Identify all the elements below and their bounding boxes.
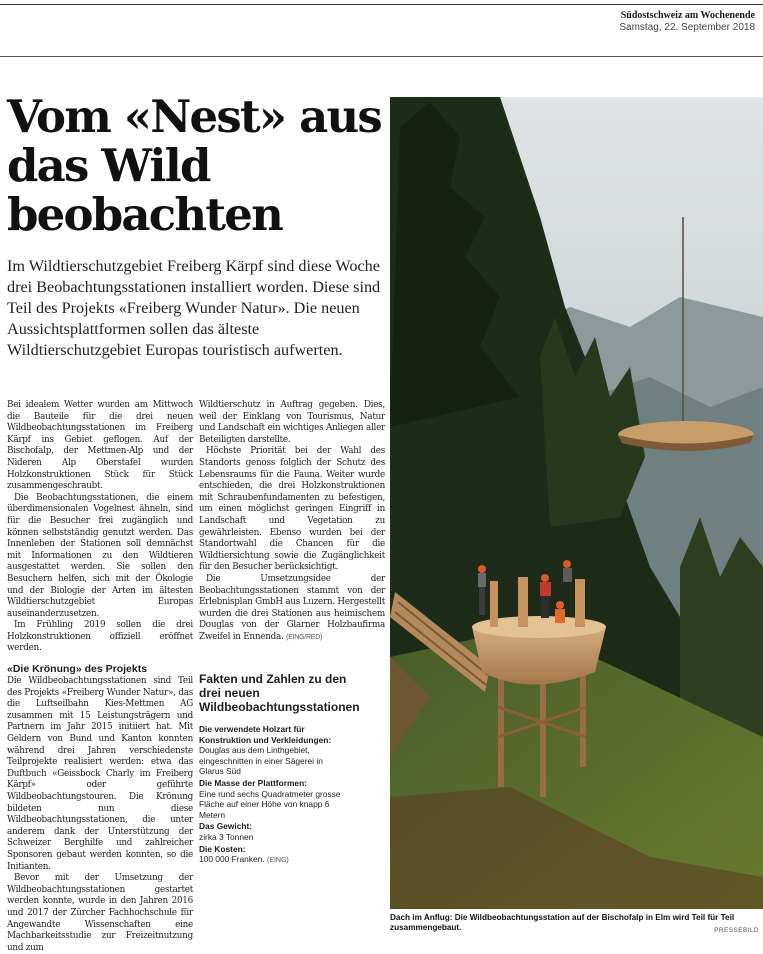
fact-label: Die Kosten: <box>199 843 246 854</box>
fact-item <box>199 844 349 867</box>
caption-text: Dach im Anflug: Die Wildbeobachtungsstation auf der Bischofalp in Elm wird Teil für Teil zusammengebaut. <box>390 913 735 932</box>
body-paragraph: Höchste Priorität bei der Wahl des Standorts genoss folglich der Schutz des Lebensraums für die Fauna. Weiter wurde entschieden, die drei Holzkonstruktionen mit Schraubenfundamenten zu befestigen, um einen möglichst geringen Eingriff in Landschaft und Vegetation zu gewährleisten. Ebenso wurden bei der Standortwahl die Chancen für die Wildtiersichtung sowie die Zugänglichkeit für den Besucher berücksichtigt. <box>199 446 385 573</box>
fact-item <box>199 821 349 842</box>
body-column-1 <box>7 400 193 954</box>
body-paragraph: Die Beobachtungsstationen, die einem überdimensionalen Vogelnest ähneln, sind für die Besucher frei zugänglich und können selbstständig genutzt werden. Das Innenleben der Stationen soll demnächst mit Informationen zu den Wildtieren ausgestattet werden. Sie sollen den Besuchern helfen, sich mit der Ökologie und der Biologie der Arten im ältesten Wildtierschutzgebiet Europas auseinanderzusetzen. <box>7 492 193 619</box>
body-text: Die Umsetzungsidee der Beobachtungsstationen stammt von der Erlebnisplan GmbH aus Luzern. Hergestellt wurden die drei Stationen aus heimischem Douglas von der Glarner Holzbaufirma Zweifel in Ennenda. <box>199 573 386 642</box>
body-paragraph <box>199 574 385 644</box>
fact-label: Die Masse der Plattformen: <box>199 777 307 788</box>
fact-item <box>199 778 349 820</box>
header-rule <box>0 56 763 57</box>
article-headline: Vom «Nest» aus das Wild beobachten <box>7 90 381 241</box>
fact-box-title: Fakten und Zahlen zu den drei neuen Wildbeobachtungsstationen <box>199 672 360 714</box>
body-paragraph: Wildtierschutz in Auftrag gegeben. Dies, weil der Einklang von Tourismus, Natur und Landschaft ein wichtiges Anliegen aller Beteiligten darstellte. <box>199 400 385 445</box>
fact-box <box>199 672 360 867</box>
photo-illustration <box>390 97 763 909</box>
article-lead: Im Wildtierschutzgebiet Freiberg Kärpf sind diese Woche drei Beobachtungsstationen installiert worden. Diese sind Teil des Projekts «Freiberg Wunder Natur». Die neuen Aussichtsplattformen sollen das älteste Wildtierschutzgebiet Europas touristisch aufwerten. <box>7 257 381 359</box>
roof-in-flight <box>618 421 754 451</box>
fact-text: Douglas aus dem Linthgebiet, eingeschnitten in einer Sägerei in Glarus Süd <box>199 745 323 777</box>
masthead-name: Südostschweiz am Wochenende <box>620 10 755 21</box>
body-paragraph: Bei idealem Wetter wurden am Mittwoch die Bauteile für die drei neuen Wildbeobachtungsstationen im Freiberg Kärpf ins Gebiet geflogen. Auf der Bischofalp, der Mettmen-Alp und der Nideren Alp Oberstafel wurden Holzkonstruktionen Stück für Stück zusammengeschraubt. <box>7 400 193 492</box>
fact-item <box>199 724 349 777</box>
fact-credit: (EING) <box>266 857 289 865</box>
top-rule <box>0 4 763 5</box>
body-column-2 <box>199 400 385 643</box>
photo-caption <box>390 913 760 933</box>
fact-text: zirka 3 Tonnen <box>199 831 254 842</box>
article-credit: (EING/RED) <box>286 633 323 641</box>
body-paragraph: Im Frühling 2019 sollen die drei Holzkonstruktionen offiziell eröffnet werden. <box>7 620 193 654</box>
article-photo <box>390 97 763 909</box>
section-subhead: «Die Krönung» des Projekts <box>7 663 148 676</box>
photo-credit: PRESSEBILD <box>714 927 759 934</box>
fact-label: Die verwendete Holzart für Konstruktion und Verkleidungen: <box>199 724 332 745</box>
fact-label: Das Gewicht: <box>199 821 253 832</box>
fact-text: 100 000 Franken. <box>199 854 265 865</box>
body-paragraph: Bevor mit der Umsetzung der Wildbeobachtungsstationen gestartet werden konnte, wurde in den Jahren 2016 und 2017 der Zürcher Fachhochschule für Angewandte Wissenschaften eine Machbarkeitsstudie zur Freizeitnutzung und zum <box>7 873 193 953</box>
fact-text: Eine rund sechs Quadratmeter grosse Fläche auf einer Höhe von knapp 6 Metern <box>199 788 341 820</box>
masthead-date: Samstag, 22. September 2018 <box>619 22 755 33</box>
body-paragraph: Die Wildbeobachtungsstationen sind Teil des Projekts «Freiberg Wunder Natur», das die Luftseilbahn Kies-Mettmen AG zusammen mit 15 Leistungsträgern und Partnern im Jahr 2015 initiiert hat. Mit Geldern von Bund und Kanton konnten während drei Jahren verschiedenste Teilprojekte realisiert werden: etwa das Duftbuch «Geissbock Charly im Freiberg Kärpf» oder geführte Wildbeobachtungstouren. Die Krönung bildeten nun diese Wildbeobachtungsstationen, die unter anderem dank der Unterstützung der Schweizer Berghilfe und zahlreicher Sponsoren gebaut werden konnten, so die Initianten. <box>7 676 193 872</box>
